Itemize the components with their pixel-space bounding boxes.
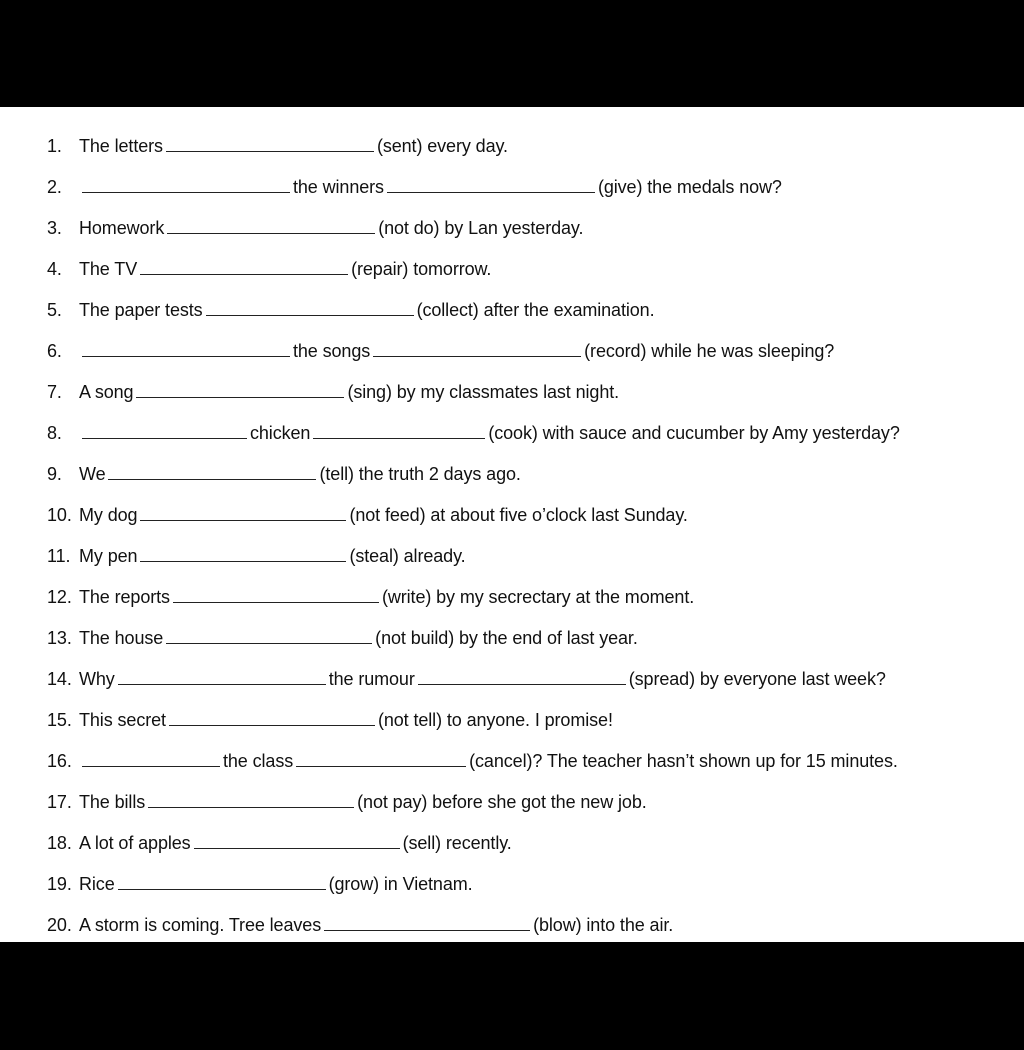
item-number: 4. — [47, 259, 62, 279]
exercise-item — [47, 129, 508, 157]
item-number: 3. — [47, 218, 62, 238]
item-number: 8. — [47, 423, 62, 443]
sentence-text: The bills — [79, 792, 146, 812]
exercise-item — [47, 621, 638, 649]
item-number: 6. — [47, 341, 62, 361]
answer-blank[interactable] — [118, 684, 326, 685]
answer-blank[interactable] — [82, 766, 220, 767]
exercise-item — [47, 744, 898, 772]
sentence-text: (write) by my secrectary at the moment. — [381, 587, 695, 607]
answer-blank[interactable] — [140, 561, 346, 562]
sentence-text: the winners — [293, 177, 384, 197]
sentence-text: Why — [79, 669, 115, 689]
exercise-item — [47, 334, 834, 362]
answer-blank[interactable] — [136, 397, 344, 398]
sentence-text: (record) while he was sleeping? — [584, 341, 835, 361]
answer-blank[interactable] — [387, 192, 595, 193]
sentence-text: (tell) the truth 2 days ago. — [319, 464, 521, 484]
exercise-item — [47, 170, 782, 198]
item-number: 17. — [47, 792, 72, 812]
sentence-text: the class — [223, 751, 294, 771]
sentence-text: (give) the medals now? — [597, 177, 782, 197]
exercise-item — [47, 375, 619, 403]
sentence-text: (repair) tomorrow. — [351, 259, 492, 279]
answer-blank[interactable] — [167, 233, 375, 234]
item-number: 11. — [47, 546, 71, 566]
sentence-text: (sing) by my classmates last night. — [347, 382, 620, 402]
item-number: 19. — [47, 874, 72, 894]
exercise-item — [47, 908, 673, 936]
item-number: 18. — [47, 833, 72, 853]
answer-blank[interactable] — [418, 684, 626, 685]
exercise-item — [47, 252, 491, 280]
answer-blank[interactable] — [140, 274, 348, 275]
answer-blank[interactable] — [82, 438, 247, 439]
sentence-text: (spread) by everyone last week? — [628, 669, 886, 689]
answer-blank[interactable] — [148, 807, 354, 808]
sentence-text: (sell) recently. — [402, 833, 512, 853]
exercise-item — [47, 416, 900, 444]
answer-blank[interactable] — [82, 356, 290, 357]
exercise-item — [47, 539, 466, 567]
item-number: 14. — [47, 669, 72, 689]
item-number: 16. — [47, 751, 72, 771]
item-number: 15. — [47, 710, 72, 730]
sentence-text: My dog — [79, 505, 138, 525]
sentence-text: The reports — [79, 587, 170, 607]
item-number: 1. — [47, 136, 62, 156]
worksheet-page — [0, 107, 1024, 942]
answer-blank[interactable] — [194, 848, 400, 849]
sentence-text: A storm is coming. Tree leaves — [79, 915, 322, 935]
exercise-item — [47, 498, 688, 526]
sentence-text: (not do) by Lan yesterday. — [378, 218, 584, 238]
exercise-item — [47, 580, 694, 608]
sentence-text: the rumour — [328, 669, 415, 689]
sentence-text: (steal) already. — [349, 546, 466, 566]
sentence-text: (collect) after the examination. — [416, 300, 655, 320]
answer-blank[interactable] — [82, 192, 290, 193]
answer-blank[interactable] — [166, 151, 374, 152]
item-number: 12. — [47, 587, 72, 607]
exercise-item — [47, 293, 655, 321]
exercise-item — [47, 826, 512, 854]
sentence-text: Rice — [79, 874, 115, 894]
sentence-text: chicken — [250, 423, 311, 443]
exercise-item — [47, 211, 583, 239]
item-number: 10. — [47, 505, 72, 525]
item-number: 20. — [47, 915, 72, 935]
sentence-text: The TV — [79, 259, 138, 279]
sentence-text: This secret — [79, 710, 166, 730]
exercise-item — [47, 457, 521, 485]
item-number: 2. — [47, 177, 62, 197]
answer-blank[interactable] — [166, 643, 372, 644]
item-number: 7. — [47, 382, 62, 402]
sentence-text: (not tell) to anyone. I promise! — [377, 710, 613, 730]
sentence-text: (not pay) before she got the new job. — [357, 792, 647, 812]
sentence-text: Homework — [79, 218, 165, 238]
answer-blank[interactable] — [118, 889, 326, 890]
exercise-item — [47, 867, 473, 895]
sentence-text: (not build) by the end of last year. — [375, 628, 638, 648]
answer-blank[interactable] — [140, 520, 346, 521]
sentence-text: (blow) into the air. — [533, 915, 674, 935]
exercise-item — [47, 662, 886, 690]
item-number: 5. — [47, 300, 62, 320]
sentence-text: the songs — [293, 341, 371, 361]
sentence-text: A song — [79, 382, 134, 402]
sentence-text: The letters — [79, 136, 163, 156]
sentence-text: A lot of apples — [79, 833, 191, 853]
sentence-text: (grow) in Vietnam. — [328, 874, 473, 894]
sentence-text: The paper tests — [79, 300, 203, 320]
exercise-item — [47, 703, 613, 731]
answer-blank[interactable] — [206, 315, 414, 316]
sentence-text: The house — [79, 628, 164, 648]
item-number: 9. — [47, 464, 62, 484]
answer-blank[interactable] — [373, 356, 581, 357]
sentence-text: We — [79, 464, 106, 484]
answer-blank[interactable] — [324, 930, 530, 931]
answer-blank[interactable] — [108, 479, 316, 480]
sentence-text: (cook) with sauce and cucumber by Amy yesterday? — [488, 423, 900, 443]
exercise-item — [47, 785, 647, 813]
answer-blank[interactable] — [173, 602, 379, 603]
sentence-text: My pen — [79, 546, 138, 566]
sentence-text: (not feed) at about five o’clock last Sunday. — [349, 505, 688, 525]
answer-blank[interactable] — [313, 438, 485, 439]
sentence-text: (cancel)? The teacher hasn’t shown up for 15 minutes. — [469, 751, 898, 771]
item-number: 13. — [47, 628, 72, 648]
sentence-text: (sent) every day. — [376, 136, 508, 156]
answer-blank[interactable] — [296, 766, 466, 767]
answer-blank[interactable] — [169, 725, 375, 726]
